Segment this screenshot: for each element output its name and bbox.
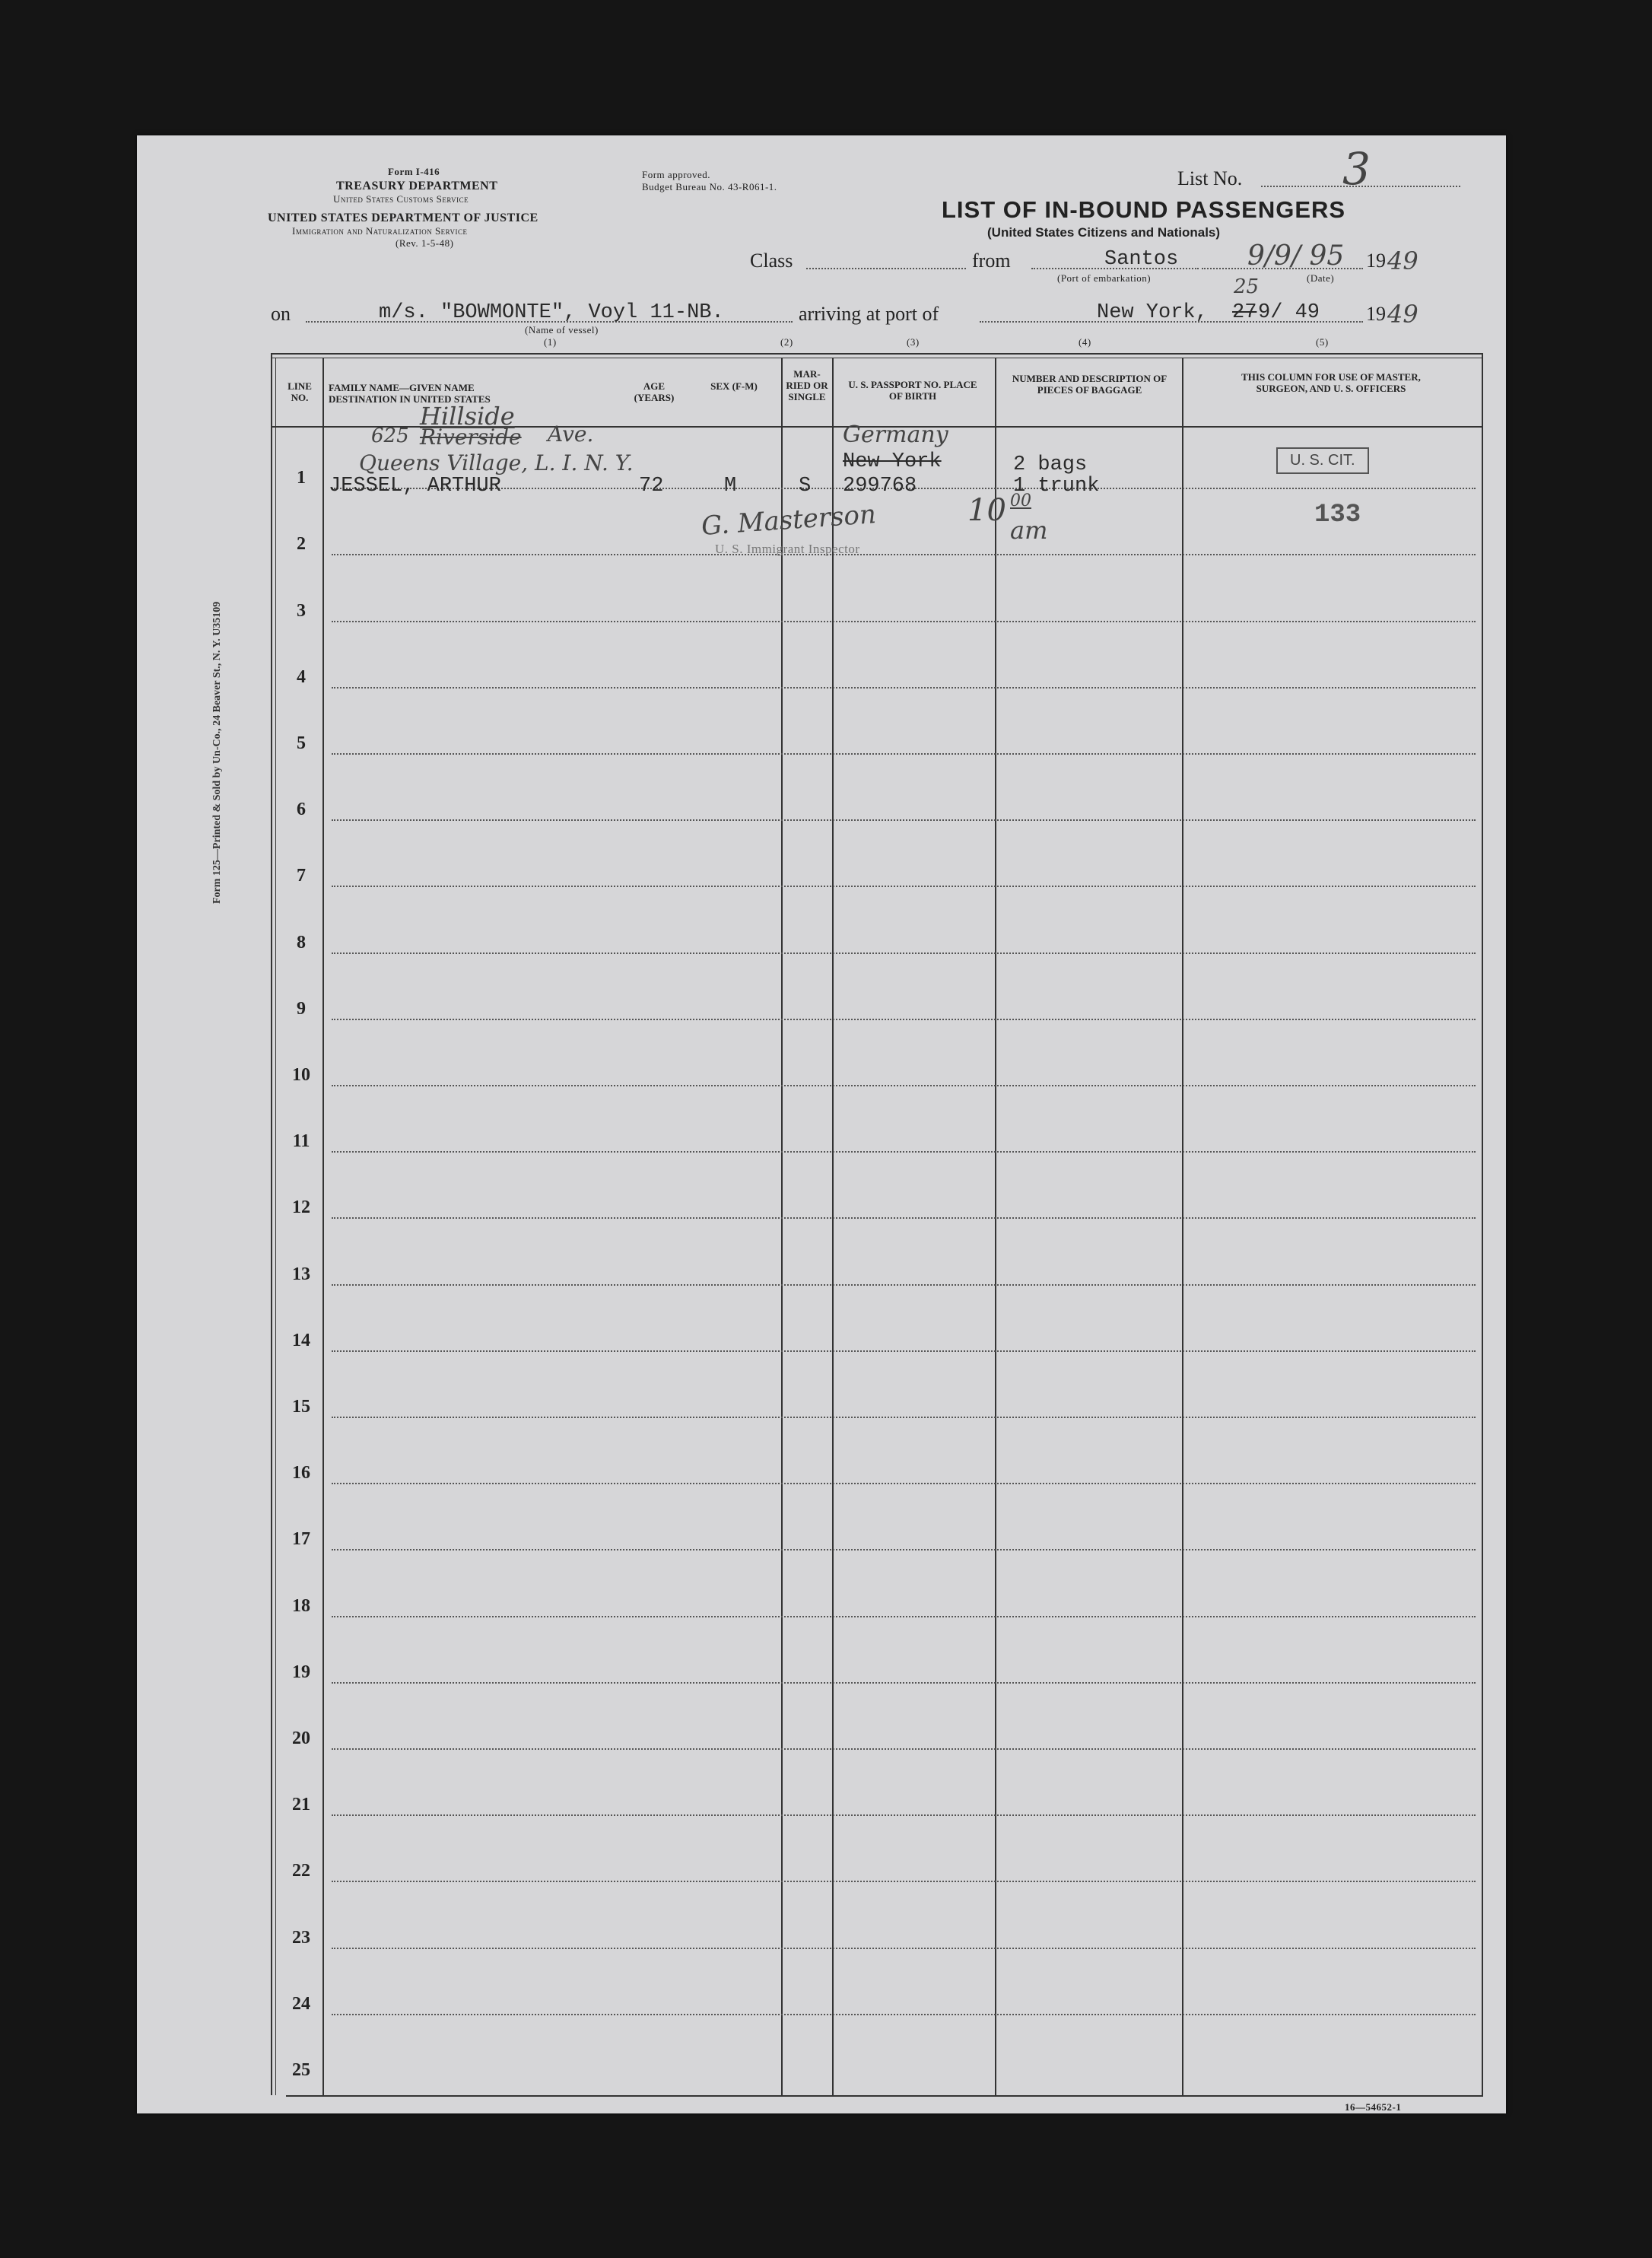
line-number: 14 (292, 1330, 310, 1350)
embarkation-date-value: 9/9/ 95 (1247, 240, 1345, 272)
row-rule (332, 886, 1476, 887)
line-number: 24 (292, 1993, 310, 2014)
row-rule (332, 1748, 1476, 1750)
printer-margin-note: Form 125—Printed & Sold by Un-Co., 24 Beaver St., N. Y. U35109 (211, 601, 223, 904)
passenger-married: S (799, 475, 812, 498)
destination-street-ave: Ave. (548, 421, 594, 447)
line-number: 4 (297, 666, 306, 687)
embarkation-year-prefix: 19 (1366, 250, 1386, 272)
us-citizen-stamp: U. S. CIT. (1276, 447, 1369, 474)
row-rule (332, 1814, 1476, 1816)
row-rule (332, 1417, 1476, 1418)
row-rule (332, 2014, 1476, 2015)
arrival-year-value: 49 (1387, 300, 1418, 329)
form-approved: Form approved. (642, 169, 711, 180)
destination-city: Queens Village, L. I. N. Y. (359, 450, 634, 475)
ins-service: Immigration and Naturalization Service (292, 225, 468, 237)
row-rule (332, 1284, 1476, 1286)
line-number: 6 (297, 800, 306, 820)
officer-number: 133 (1314, 501, 1361, 530)
budget-bureau: Budget Bureau No. 43-R061-1. (642, 181, 777, 192)
class-label: Class (750, 250, 793, 272)
table-top-border (271, 353, 1483, 355)
line-number: 1 (297, 468, 306, 488)
row-rule (332, 1085, 1476, 1086)
form-number: Form I-416 (388, 166, 440, 177)
embarkation-date-caption: (Date) (1307, 272, 1335, 284)
line-number: 12 (292, 1197, 310, 1218)
passport-number: 299768 (843, 475, 917, 498)
row-rule (332, 753, 1476, 755)
line-number: 23 (292, 1927, 310, 1948)
row-rule (332, 621, 1476, 622)
list-no-label: List No. (1177, 167, 1243, 189)
vessel-value: m/s. "BOWMONTE", Voyl 11-NB. (379, 301, 724, 324)
passenger-name: JESSEL, ARTHUR (329, 475, 501, 498)
birthplace-correction: Germany (843, 421, 948, 448)
arriving-label: arriving at port of (799, 303, 939, 325)
header-passport: U. S. PASSPORT NO. PLACE OF BIRTH (848, 379, 977, 402)
treasury-department: TREASURY DEPARTMENT (336, 180, 498, 192)
form-code: 16—54652-1 (1345, 2101, 1402, 2113)
header-married: MAR-RIED OR SINGLE (786, 368, 828, 402)
line-number: 11 (292, 1131, 310, 1152)
line-number: 22 (292, 1861, 310, 1881)
line-number: 5 (297, 733, 306, 753)
passenger-table (137, 135, 1506, 2113)
header-line-no: LINE NO. (288, 380, 312, 403)
port-of-embarkation-caption: (Port of embarkation) (1057, 272, 1152, 284)
row-rule (332, 952, 1476, 954)
line-number: 13 (292, 1264, 310, 1284)
line-number: 21 (292, 1795, 310, 1815)
vessel-caption: (Name of vessel) (525, 324, 599, 336)
table-left-border (271, 353, 272, 2095)
line-number: 7 (297, 866, 306, 886)
destination-address-number: 625 (371, 425, 409, 447)
line-number: 2 (297, 534, 306, 555)
from-label: from (972, 250, 1011, 272)
row-rule (332, 1483, 1476, 1484)
line-number: 10 (292, 1065, 310, 1085)
married-divider (832, 358, 834, 2095)
row-rule (332, 1549, 1476, 1550)
line-no-divider (322, 358, 324, 2095)
destination-street-correction: Hillside (420, 402, 515, 431)
line-number: 8 (297, 932, 306, 952)
row-rule (332, 1217, 1476, 1219)
line-number: 15 (292, 1397, 310, 1417)
department-of-justice: UNITED STATES DEPARTMENT OF JUSTICE (268, 211, 538, 224)
line-number: 18 (292, 1595, 310, 1616)
passenger-age: 72 (639, 475, 664, 498)
line-number: 16 (292, 1463, 310, 1484)
inspection-time: 10 (967, 493, 1006, 528)
row-rule (332, 1881, 1476, 1882)
line-number: 17 (292, 1529, 310, 1550)
customs-service: United States Customs Service (333, 193, 469, 205)
inspector-signature: G. Masterson (700, 499, 878, 542)
arrival-date-correction: 25 (1234, 275, 1260, 298)
form-revision: (Rev. 1-5-48) (396, 237, 454, 249)
line-number: 25 (292, 2060, 310, 2080)
form-subtitle: (United States Citizens and Nationals) (987, 225, 1221, 240)
line-number: 19 (292, 1662, 310, 1682)
line-number: 9 (297, 998, 306, 1019)
manifest-sheet (137, 135, 1506, 2113)
birthplace-struck: New York (843, 450, 942, 473)
header-baggage: NUMBER AND DESCRIPTION OF PIECES OF BAGGAGE (1012, 373, 1168, 396)
row-rule (332, 1616, 1476, 1617)
baggage-bags: 2 bags (1013, 453, 1088, 476)
arrival-date-struck: 27 (1232, 301, 1257, 324)
form-title: LIST OF IN-BOUND PASSENGERS (942, 196, 1346, 223)
column-number: (3) (907, 336, 920, 348)
destination-street-struck: Riverside (420, 425, 522, 450)
row-rule (332, 1682, 1476, 1684)
arrival-port-value: New York, (1097, 301, 1208, 324)
embarkation-year-value: 49 (1387, 246, 1418, 275)
table-left-border-inner (275, 358, 276, 2095)
on-label: on (271, 303, 291, 325)
inspector-caption: U. S. Immigrant Inspector (715, 542, 860, 556)
column-number: (1) (544, 336, 557, 348)
row-rule (332, 1350, 1476, 1352)
header-age: AGE (YEARS) (634, 380, 675, 403)
list-no-value: 3 (1342, 143, 1371, 195)
port-of-embarkation-value: Santos (1104, 248, 1179, 271)
baggage-divider (1182, 358, 1183, 2095)
baggage-trunk: 1 trunk (1013, 475, 1100, 498)
arrival-date-value: 9/ 49 (1258, 301, 1320, 324)
line-number: 3 (297, 600, 306, 621)
line-number: 20 (292, 1728, 310, 1748)
row-rule (332, 554, 1476, 555)
column-number: (2) (780, 336, 793, 348)
passport-divider (995, 358, 996, 2095)
table-right-border (1482, 353, 1483, 2095)
name-divider (781, 358, 783, 2095)
inspection-ampm: am (1010, 516, 1048, 545)
row-rule (332, 687, 1476, 689)
row-rule (332, 1151, 1476, 1153)
table-bottom-border (286, 2095, 1483, 2097)
header-officers: THIS COLUMN FOR USE OF MASTER, SURGEON, AND U. S. OFFICERS (1241, 371, 1421, 394)
arrival-year-prefix: 19 (1366, 303, 1386, 325)
header-name: FAMILY NAME—GIVEN NAME DESTINATION IN UNITED STATES (329, 382, 491, 405)
column-number: (4) (1079, 336, 1091, 348)
column-number: (5) (1316, 336, 1329, 348)
row-rule (332, 1019, 1476, 1020)
row-rule (332, 819, 1476, 821)
header-sex: SEX (F-M) (710, 380, 758, 392)
inspection-time-minutes: 00 (1010, 491, 1031, 510)
passenger-sex: M (724, 475, 737, 498)
row-rule (332, 1948, 1476, 1949)
